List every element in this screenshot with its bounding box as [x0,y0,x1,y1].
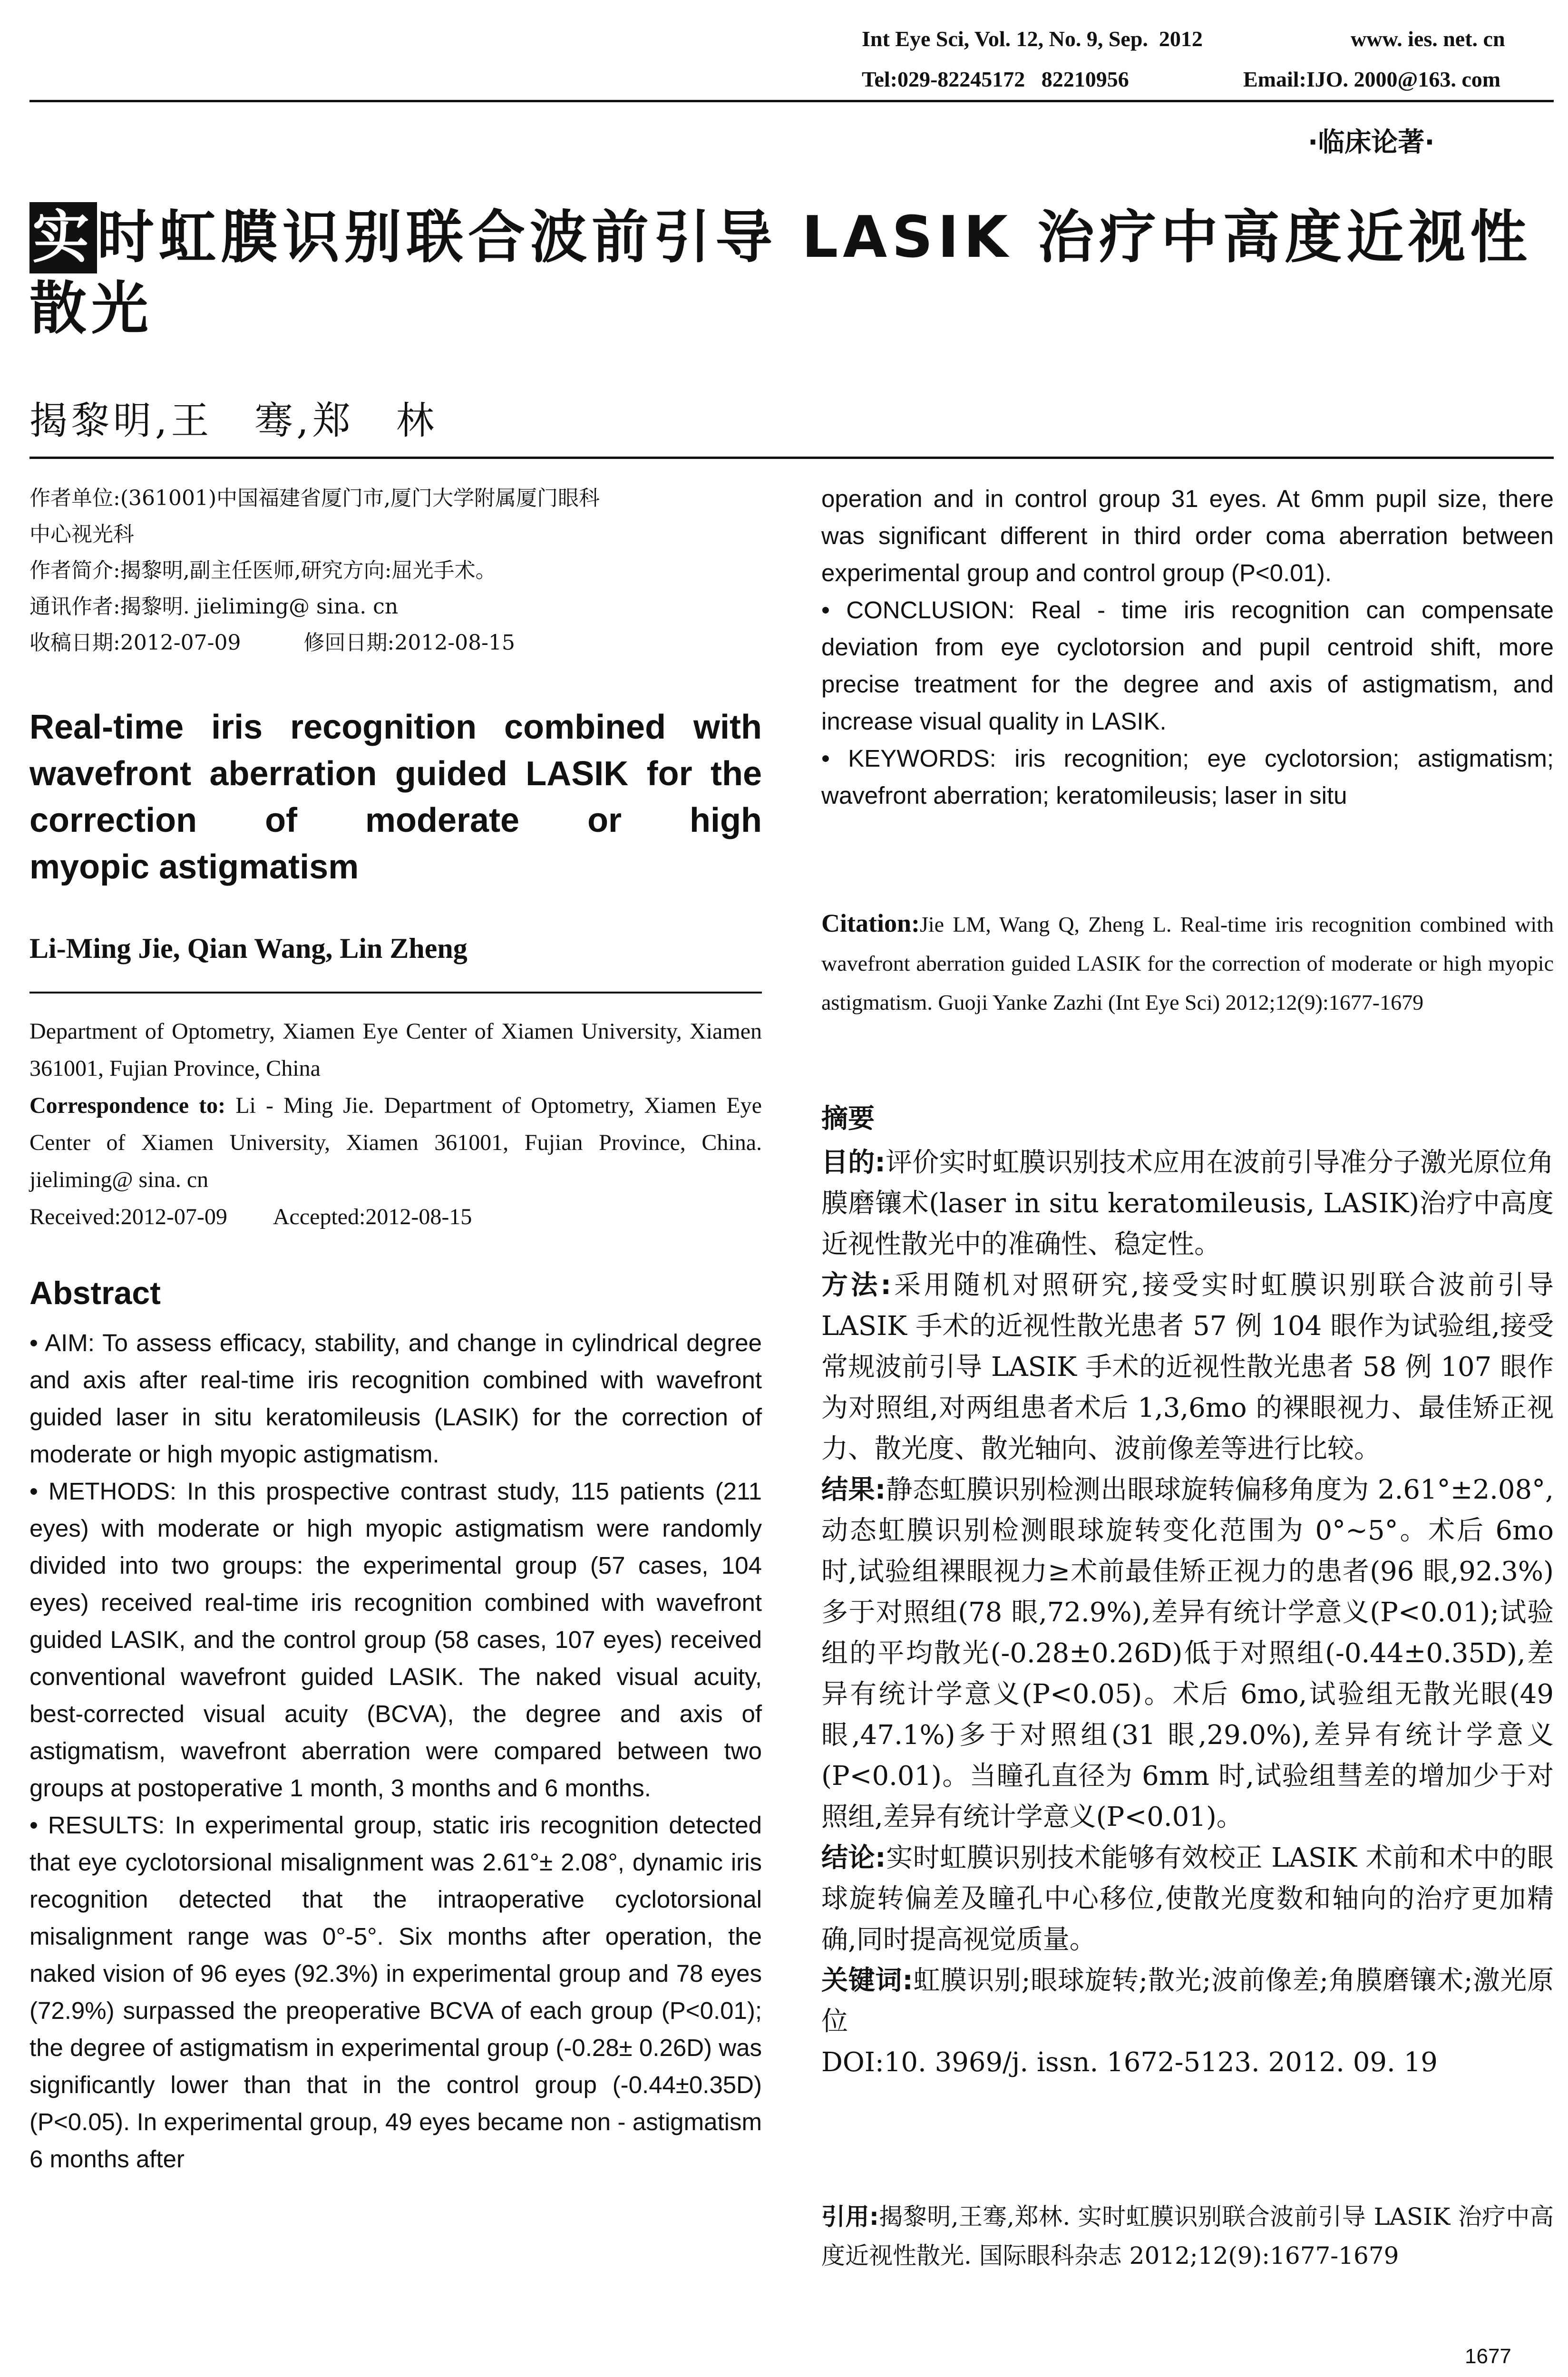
abstract-aim: • AIM: To assess efficacy, stability, and change in cylindrical degree and axis after real-time iris recognition combined with wavefront guided laser in situ keratomileusis (LASIK) for the correction of moderate or high myopic astigmatism. [29,1329,762,1468]
author-correspondence: 通讯作者:揭黎明. jieliming@ sina. cn [29,594,399,619]
author-rule [29,992,762,994]
citation-en [821,904,1554,1022]
abstract-left [29,1325,762,2178]
citation-label: Citation: [821,909,920,937]
cn-doi: DOI:10. 3969/j. issn. 1672-5123. 2012. 09. 19 [821,2047,1438,2078]
cn-aim-text: 评价实时虹膜识别技术应用在波前引导准分子激光原位角膜磨镶术(laser in situ keratomileusis, LASIK)治疗中高度近视性散光中的准确性、稳定性。 [821,1147,1554,1260]
abstract-methods: • METHODS: In this prospective contrast study, 115 patients (211 eyes) with moderate or high myopic astigmatism were randomly divided into two groups: the experimental group (57 cases, 104 eyes) received real-time iris recognition combined with wavefront guided LASIK, and the control group (58 cases, 107 eyes) received conventional wavefront guided LASIK. The naked visual acuity, best-corrected visual acuity (BCVA), the degree and axis of astigmatism, wavefront aberration were compared between two groups at postoperative 1 month, 3 months and 6 months. [29,1478,762,1802]
cn-abstract-heading: 摘要 [821,1103,875,1134]
en-title-line-1: Real-time iris recognition combined with [29,708,762,746]
cn-conclusion-label: 结论: [821,1842,886,1873]
abstract-keywords: • KEYWORDS: iris recognition; eye cyclotorsion; astigmatism; wavefront aberration; keratomileusis; laser in situ [821,745,1554,809]
english-title [29,704,762,890]
correspondence-label: Correspondence to: [29,1093,226,1118]
authors-en: Li-Ming Jie, Qian Wang, Lin Zheng [29,933,467,964]
cn-citation [821,2197,1554,2275]
en-title-line-3: correction of moderate or high [29,801,762,839]
cn-abstract [821,1099,1554,2083]
abstract-conclusion: • CONCLUSION: Real - time iris recognition can compensate deviation from eye cyclotorsion and pupil centroid shift, more precise treatment for the degree and axis of astigmatism, and increase visual quality in LASIK. [821,596,1554,735]
author-unit-2: 中心视光科 [29,522,134,546]
cn-results [821,1470,1554,1838]
citation-text: Jie LM, Wang Q, Zheng L. Real-time iris recognition combined with wavefront aberration guided LASIK for the correction of moderate or high myopic astigmatism. Guoji Yanke Zazhi (Int Eye Sci) 2012;12(9):1677-1679 [821,912,1554,1014]
author-bio: 作者简介:揭黎明,副主任医师,研究方向:屈光手术。 [29,558,497,583]
title-mark: 实 [29,202,97,273]
cn-keywords-text: 虹膜识别;眼球旋转;散光;波前像差;角膜磨镶术;激光原位 [821,1965,1554,2037]
author-unit: 作者单位:(361001)中国福建省厦门市,厦门大学附属厦门眼科 [29,486,600,510]
author-dates: 收稿日期:2012-07-09 修回日期:2012-08-15 [29,631,516,655]
journal-url: www. ies. net. cn [1351,27,1505,51]
cn-methods-label: 方法: [821,1270,891,1301]
journal-info-line1: Int Eye Sci, Vol. 12, No. 9, Sep. 2012 [862,27,1203,51]
cn-citation-text: 揭黎明,王骞,郑林. 实时虹膜识别联合波前引导 LASIK 治疗中高度近视性散光. 国际眼科杂志 2012;12(9):1677-1679 [821,2203,1554,2270]
authors-cn: 揭黎明,王 骞,郑 林 [29,399,438,443]
received-accepted: Received:2012-07-09 Accepted:2012-08-15 [29,1204,472,1229]
title-line1: 时虹膜识别联合波前引导 LASIK 治疗中高度近视性 [97,205,1532,271]
en-title-line-2: wavefront aberration guided LASIK for the [29,755,762,793]
abstract-results-cont: operation and in control group 31 eyes. At 6mm pupil size, there was significant different in third order coma aberration between experimental group and control group (P<0.01). [821,485,1554,586]
cn-methods [821,1265,1554,1470]
affiliation [29,1013,762,1236]
cn-keywords-label: 关键词: [821,1965,913,1996]
cn-results-label: 结果: [821,1474,886,1505]
title-rule [29,457,1554,459]
en-title-line-4: myopic astigmatism [29,848,359,886]
cn-aim-label: 目的: [821,1147,886,1178]
abstract-right [821,480,1554,814]
page-number: 1677 [1465,2345,1511,2368]
cn-methods-text: 采用随机对照研究,接受实时虹膜识别联合波前引导 LASIK 手术的近视性散光患者 57 例 104 眼作为试验组,接受常规波前引导 LASIK 手术的近视性散光患者 58 例 107 眼作为对照组,对两组患者术后 1,3,6mo 的裸眼视力、最佳矫正视力、散光度、散光轴向、波前像差等进行比较。 [821,1270,1554,1464]
cn-aim [821,1142,1554,1265]
page-title-cn [29,202,1561,345]
cn-conclusion-text: 实时虹膜识别技术能够有效校正 LASIK 术前和术中的眼球旋转偏差及瞳孔中心移位,使散光度数和轴向的治疗更加精确,同时提高视觉质量。 [821,1842,1554,1955]
affiliation-correspondence [29,1087,762,1198]
journal-email: Email:IJO. 2000@163. com [1243,67,1501,91]
correspondence-text: Li - Ming Jie. Department of Optometry, Xiamen Eye Center of Xiamen University, Xiamen 361001, Fujian Province, China. jieliming@ sina. cn [29,1093,762,1192]
cn-conclusion [821,1838,1554,1960]
journal-phone: Tel:029-82245172 82210956 [862,67,1129,91]
header-rule [29,100,1554,102]
cn-citation-label: 引用: [821,2203,879,2231]
title-line2: 散光 [29,276,153,342]
cn-keywords [821,1960,1554,2042]
abstract-heading: Abstract [29,1275,161,1311]
section-tag: ·临床论著· [1308,127,1435,158]
author-info [29,480,762,661]
abstract-results: • RESULTS: In experimental group, static iris recognition detected that eye cyclotorsional misalignment was 2.61°± 2.08°, dynamic iris recognition detected that the intraoperative cyclotorsional misalignment range was 0°-5°. Six months after operation, the naked vision of 96 eyes (92.3%) in experimental group and 78 eyes (72.9%) surpassed the preoperative BCVA of each group (P<0.01); the degree of astigmatism in experimental group (-0.28± 0.26D) was significantly lower than that in the control group (-0.44±0.35D) (P<0.05). In experimental group, 49 eyes became non - astigmatism 6 months after [29,1812,762,2172]
cn-results-text: 静态虹膜识别检测出眼球旋转偏移角度为 2.61°±2.08°,动态虹膜识别检测眼球旋转变化范围为 0°~5°。术后 6mo 时,试验组裸眼视力≥术前最佳矫正视力的患者(96 眼,92.3%)多于对照组(78 眼,72.9%),差异有统计学意义(P<0.01);试验组的平均散光(-0.28±0.26D)低于对照组(-0.44±0.35D),差异有统计学意义(P<0.05)。术后 6mo,试验组无散光眼(49 眼,47.1%)多于对照组(31 眼,29.0%),差异有统计学意义(P<0.01)。当瞳孔直径为 6mm 时,试验组彗差的增加少于对照组,差异有统计学意义(P<0.01)。 [821,1474,1554,1832]
affiliation-dept: Department of Optometry, Xiamen Eye Center of Xiamen University, Xiamen 361001, Fujian Province, China [29,1019,762,1081]
